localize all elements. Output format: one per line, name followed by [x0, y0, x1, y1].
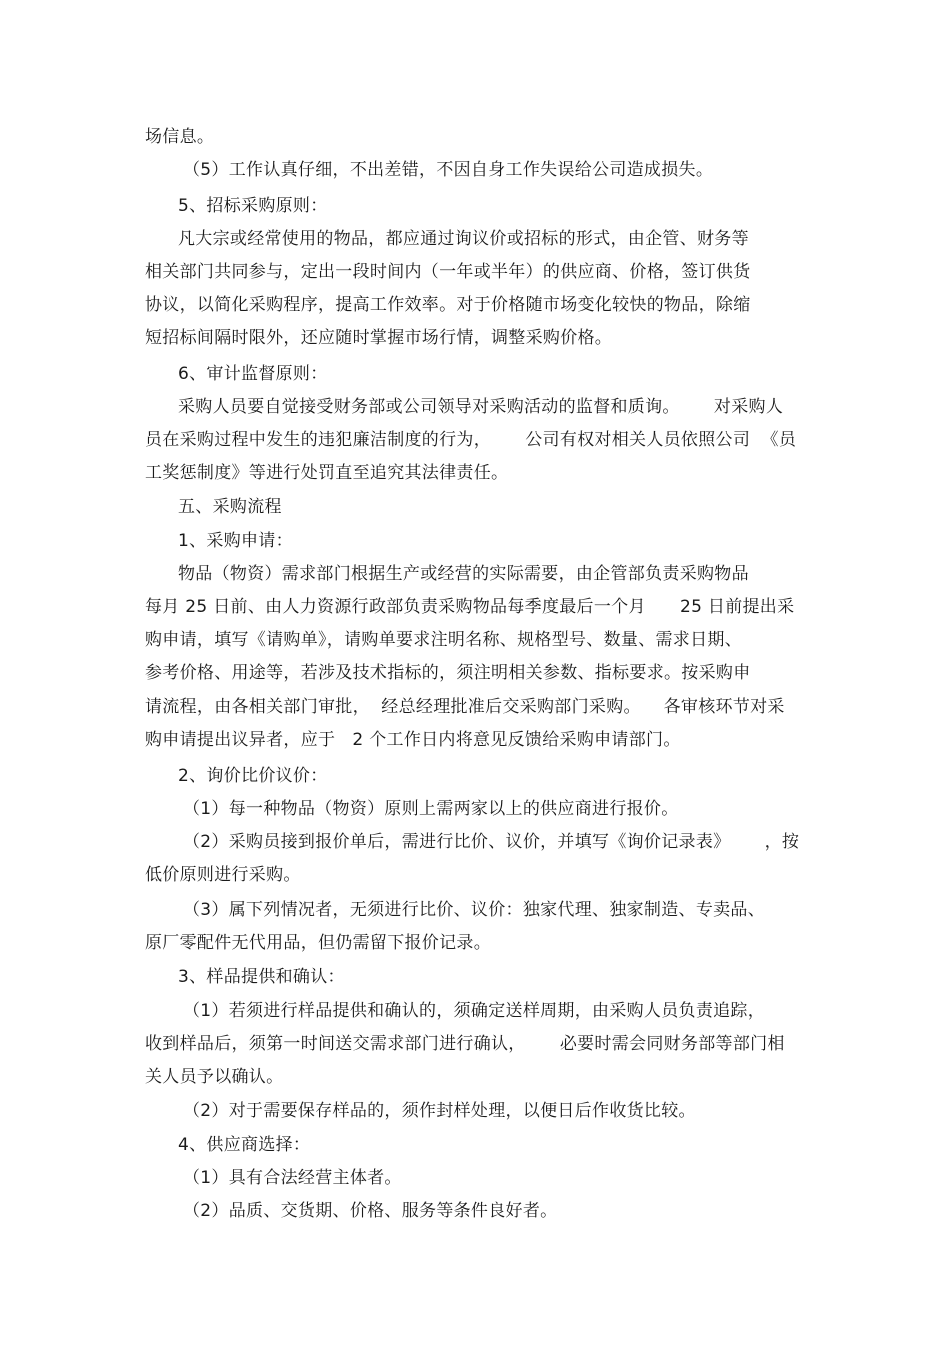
- section-heading: 1、采购申请：: [178, 531, 293, 551]
- text-line: 协议，以简化采购程序，提高工作效率。对于价格随市场变化较快的物品，除缩: [145, 295, 751, 315]
- text-line: 场信息。: [145, 127, 215, 147]
- section-heading: 6、审计监督原则：: [178, 364, 328, 384]
- text-line: 短招标间隔时限外，还应随时掌握市场行情，调整采购价格。: [145, 328, 613, 348]
- text-line: （2）对于需要保存样品的，须作封样处理，以便日后作收货比较。: [183, 1101, 696, 1121]
- text-line: 原厂零配件无代用品，但仍需留下报价记录。: [145, 933, 491, 953]
- section-heading: 3、样品提供和确认：: [178, 967, 345, 987]
- text-line: 采购人员要自觉接受财务部或公司领导对采购活动的监督和质询。 对采购人: [178, 397, 784, 417]
- text-line: 每月 25 日前、由人力资源行政部负责采购物品每季度最后一个月 25 日前提出采: [145, 597, 795, 617]
- section-heading: 4、供应商选择：: [178, 1135, 311, 1155]
- text-line: 购申请提出议异者，应于 2 个工作日内将意见反馈给采购申请部门。: [145, 730, 681, 750]
- text-line: 请流程，由各相关部门审批， 经总经理批准后交采购部门采购。 各审核环节对采: [145, 697, 785, 717]
- text-line: （1）具有合法经营主体者。: [183, 1168, 402, 1188]
- text-line: （2）采购员接到报价单后，需进行比价、议价，并填写《询价记录表》 ，按: [183, 832, 800, 852]
- text-line: 低价原则进行采购。: [145, 865, 301, 885]
- text-line: 物品（物资）需求部门根据生产或经营的实际需要，由企管部负责采购物品: [178, 564, 749, 584]
- text-line: 购申请，填写《请购单》，请购单要求注明名称、规格型号、数量、需求日期、: [145, 630, 742, 650]
- chapter-heading: 五、采购流程: [178, 497, 282, 517]
- text-line: 凡大宗或经常使用的物品，都应通过询议价或招标的形式，由企管、财务等: [178, 229, 749, 249]
- text-line: 关人员予以确认。: [145, 1067, 284, 1087]
- section-heading: 2、询价比价议价：: [178, 766, 328, 786]
- section-heading: 5、招标采购原则：: [178, 196, 328, 216]
- text-line: 相关部门共同参与，定出一段时间内（一年或半年）的供应商、价格，签订供货: [145, 262, 751, 282]
- text-line: （1）每一种物品（物资）原则上需两家以上的供应商进行报价。: [183, 799, 679, 819]
- text-line: 收到样品后，须第一时间送交需求部门进行确认， 必要时需会同财务部等部门相: [145, 1034, 785, 1054]
- text-line: 工奖惩制度》等进行处罚直至追究其法律责任。: [145, 463, 509, 483]
- text-line: （3）属下列情况者，无须进行比价、议价：独家代理、独家制造、专卖品、: [183, 900, 766, 920]
- text-line: （5）工作认真仔细，不出差错，不因自身工作失误给公司造成损失。: [183, 160, 714, 180]
- text-line: （1）若须进行样品提供和确认的，须确定送样周期，由采购人员负责追踪，: [183, 1001, 766, 1021]
- text-line: 参考价格、用途等，若涉及技术指标的，须注明相关参数、指标要求。按采购申: [145, 663, 751, 683]
- text-line: 员在采购过程中发生的违犯廉洁制度的行为， 公司有权对相关人员依照公司 《员: [145, 430, 797, 450]
- text-line: （2）品质、交货期、价格、服务等条件良好者。: [183, 1201, 558, 1221]
